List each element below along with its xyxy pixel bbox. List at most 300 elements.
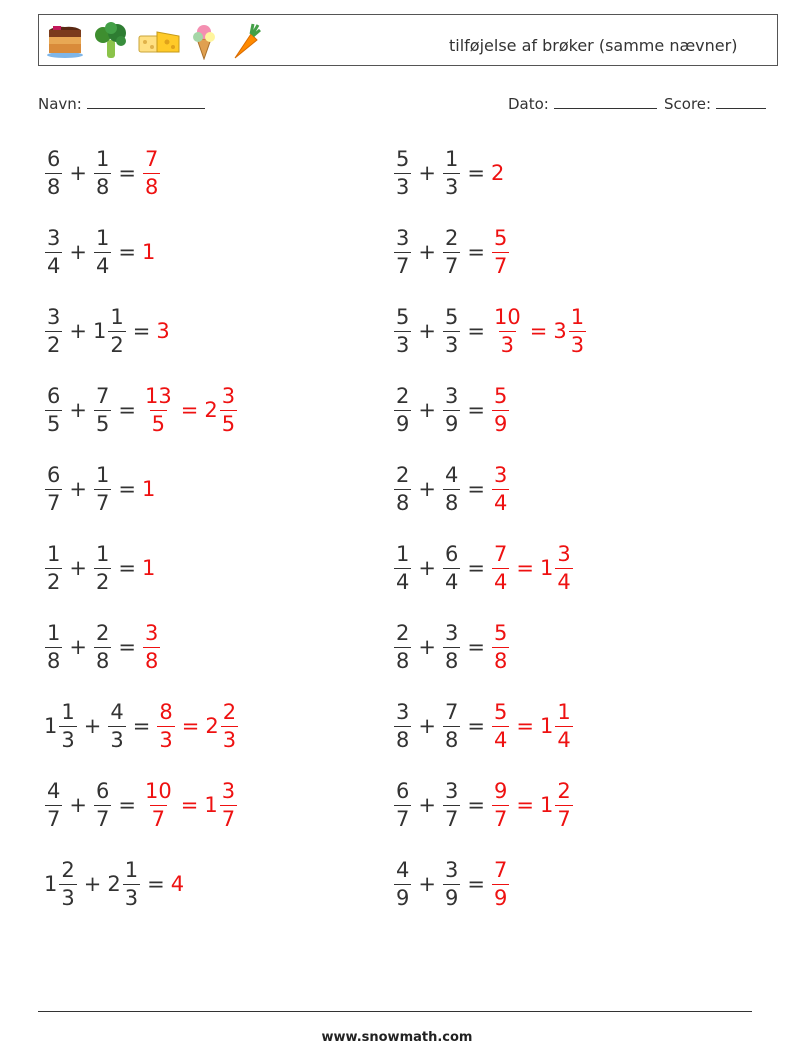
problem-item — [44, 299, 171, 363]
addend-1 — [44, 383, 63, 436]
whole-number: 3 — [553, 319, 567, 343]
fraction — [394, 778, 411, 831]
whole-number: 1 — [539, 714, 554, 738]
fraction — [443, 225, 460, 278]
numerator: 10 — [144, 778, 172, 803]
fraction — [59, 699, 76, 752]
answer — [491, 383, 510, 436]
addend-2 — [442, 699, 461, 752]
answer — [491, 541, 574, 594]
answer — [156, 319, 170, 343]
numerator: 3 — [221, 383, 236, 408]
numerator: 4 — [47, 778, 61, 803]
denominator: 3 — [124, 885, 139, 910]
numerator: 3 — [557, 541, 571, 566]
denominator: 9 — [444, 411, 459, 436]
score-label: Score: — [664, 95, 712, 113]
addend-1 — [44, 778, 63, 831]
problem-item — [44, 694, 239, 758]
fraction — [94, 778, 111, 831]
denominator: 7 — [47, 806, 61, 831]
numerator: 6 — [444, 541, 459, 566]
equals-sign: = — [516, 793, 534, 817]
numerator: 3 — [444, 857, 459, 882]
equals-sign: = — [180, 793, 199, 817]
fraction — [492, 541, 509, 594]
fraction — [94, 541, 111, 594]
answer — [142, 778, 238, 831]
fraction — [443, 462, 460, 515]
denominator: 9 — [444, 885, 459, 910]
denominator: 7 — [47, 490, 61, 515]
numerator: 1 — [47, 541, 61, 566]
numerator: 1 — [95, 225, 110, 250]
answer — [491, 699, 574, 752]
addend-2 — [442, 620, 461, 673]
date-field — [508, 94, 657, 113]
answer-term — [539, 541, 574, 594]
denominator: 3 — [570, 332, 585, 357]
answer — [491, 857, 510, 910]
fraction — [45, 304, 62, 357]
fraction — [220, 383, 237, 436]
addend-1 — [393, 857, 412, 910]
addend-1 — [44, 304, 63, 357]
answer-term — [491, 225, 510, 278]
problem-item — [393, 457, 510, 521]
fraction — [394, 541, 411, 594]
addend-2 — [93, 462, 112, 515]
answer-term — [553, 304, 587, 357]
fraction — [443, 304, 460, 357]
plus-sign: + — [418, 398, 436, 422]
equals-sign: = — [118, 161, 136, 185]
addend-2 — [442, 304, 461, 357]
problem-item — [393, 141, 505, 205]
numerator: 1 — [95, 462, 110, 487]
denominator: 4 — [396, 569, 410, 594]
name-label: Navn: — [38, 95, 82, 113]
numerator: 1 — [124, 857, 139, 882]
footer-url: www.snowmath.com — [321, 1030, 473, 1045]
equals-sign: = — [180, 398, 199, 422]
addend-1 — [393, 146, 412, 199]
answer — [491, 225, 510, 278]
problem-item — [44, 141, 161, 205]
problem-item — [44, 457, 156, 521]
equals-sign: = — [467, 872, 485, 896]
equals-sign: = — [132, 714, 151, 738]
carrot-icon — [231, 22, 261, 60]
score-blank[interactable] — [716, 94, 766, 109]
addend-2 — [442, 541, 461, 594]
denominator: 3 — [159, 727, 173, 752]
addend-2 — [107, 699, 126, 752]
numerator: 6 — [47, 383, 61, 408]
numerator: 3 — [444, 383, 459, 408]
addend-1 — [44, 699, 78, 752]
addend-2 — [442, 383, 461, 436]
addend-1 — [393, 699, 412, 752]
plus-sign: + — [69, 556, 87, 580]
name-blank[interactable] — [87, 94, 205, 109]
fraction — [394, 383, 411, 436]
addend-1 — [393, 225, 412, 278]
numerator: 3 — [47, 225, 61, 250]
fraction — [94, 146, 111, 199]
answer-term — [539, 699, 574, 752]
answer-term — [491, 778, 510, 831]
denominator: 4 — [493, 569, 508, 594]
answer-term — [491, 620, 510, 673]
numerator: 2 — [396, 620, 410, 645]
answer — [156, 699, 239, 752]
denominator: 3 — [61, 727, 75, 752]
denominator: 5 — [47, 411, 61, 436]
fraction — [143, 778, 174, 831]
fraction — [394, 225, 411, 278]
equals-sign: = — [118, 398, 136, 422]
whole-number: 1 — [141, 477, 156, 501]
numerator: 8 — [159, 699, 173, 724]
answer-term — [142, 383, 175, 436]
fraction — [394, 304, 411, 357]
equals-sign: = — [118, 793, 136, 817]
denominator: 8 — [144, 648, 159, 673]
denominator: 4 — [444, 569, 459, 594]
answer-term — [491, 541, 510, 594]
denominator: 8 — [444, 490, 459, 515]
answer — [142, 240, 156, 264]
plus-sign: + — [83, 872, 102, 896]
denominator: 9 — [396, 411, 410, 436]
plus-sign: + — [69, 161, 87, 185]
addend-1 — [44, 857, 78, 910]
equals-sign: = — [118, 240, 136, 264]
numerator: 13 — [144, 383, 172, 408]
numerator: 6 — [95, 778, 110, 803]
fraction — [443, 699, 460, 752]
numerator: 1 — [570, 304, 585, 329]
addend-2 — [93, 778, 112, 831]
problem-item — [393, 299, 587, 363]
problem-item — [393, 536, 574, 600]
numerator: 3 — [493, 462, 508, 487]
whole-number: 2 — [107, 872, 121, 896]
denominator: 8 — [396, 490, 410, 515]
denominator: 8 — [144, 174, 159, 199]
addend-2 — [442, 778, 461, 831]
numerator: 9 — [493, 778, 508, 803]
whole-number: 1 — [141, 556, 156, 580]
addend-2 — [93, 541, 112, 594]
numerator: 5 — [493, 699, 508, 724]
answer-term — [491, 304, 524, 357]
problem-item — [44, 378, 238, 442]
denominator: 7 — [95, 490, 110, 515]
fraction — [394, 857, 411, 910]
fraction — [94, 462, 111, 515]
addend-1 — [44, 146, 63, 199]
denominator: 7 — [95, 806, 110, 831]
equals-sign: = — [118, 635, 136, 659]
answer — [171, 872, 185, 896]
fraction — [443, 778, 460, 831]
denominator: 7 — [493, 253, 508, 278]
addend-1 — [393, 383, 412, 436]
denominator: 5 — [151, 411, 166, 436]
denominator: 8 — [444, 727, 459, 752]
plus-sign: + — [69, 319, 87, 343]
denominator: 7 — [396, 806, 410, 831]
fraction — [45, 225, 62, 278]
fraction — [94, 620, 111, 673]
answer-term — [204, 383, 238, 436]
problem-item — [44, 852, 185, 916]
answer-term — [156, 699, 175, 752]
broccoli-icon — [93, 22, 129, 60]
denominator: 7 — [557, 806, 571, 831]
numerator: 1 — [444, 146, 459, 171]
answer — [142, 383, 238, 436]
whole-number: 2 — [204, 398, 218, 422]
denominator: 2 — [47, 569, 61, 594]
denominator: 9 — [493, 411, 508, 436]
addend-2 — [93, 620, 112, 673]
addend-2 — [442, 225, 461, 278]
cake-icon — [45, 22, 85, 60]
answer-term — [142, 620, 161, 673]
answer — [142, 620, 161, 673]
numerator: 1 — [396, 541, 410, 566]
denominator: 8 — [95, 648, 110, 673]
plus-sign: + — [69, 793, 87, 817]
addend-1 — [44, 462, 63, 515]
problem-item — [393, 852, 510, 916]
fraction — [443, 383, 460, 436]
numerator: 7 — [493, 857, 508, 882]
plus-sign: + — [83, 714, 102, 738]
denominator: 2 — [47, 332, 61, 357]
numerator: 3 — [444, 778, 459, 803]
numerator: 3 — [221, 778, 236, 803]
fraction — [555, 541, 572, 594]
answer — [491, 462, 510, 515]
answer-term — [491, 857, 510, 910]
equals-sign: = — [529, 319, 548, 343]
name-field — [38, 94, 205, 113]
whole-number: 4 — [170, 872, 185, 896]
numerator: 3 — [396, 699, 410, 724]
fraction — [492, 383, 509, 436]
denominator: 7 — [151, 806, 166, 831]
denominator: 2 — [95, 569, 110, 594]
numerator: 1 — [110, 304, 124, 329]
numerator: 5 — [396, 146, 410, 171]
plus-sign: + — [418, 161, 436, 185]
answer-term — [491, 699, 510, 752]
denominator: 4 — [493, 490, 508, 515]
fraction — [143, 383, 174, 436]
numerator: 7 — [144, 146, 159, 171]
numerator: 7 — [493, 541, 508, 566]
fraction — [394, 146, 411, 199]
denominator: 9 — [493, 885, 508, 910]
answer-term — [491, 383, 510, 436]
numerator: 2 — [396, 383, 410, 408]
answer — [491, 161, 505, 185]
answer-term — [156, 319, 170, 343]
denominator: 8 — [396, 727, 410, 752]
equals-sign: = — [467, 240, 485, 264]
plus-sign: + — [418, 477, 436, 501]
denominator: 3 — [396, 332, 410, 357]
denominator: 4 — [557, 727, 571, 752]
answer — [142, 146, 161, 199]
answer-term — [539, 778, 574, 831]
equals-sign: = — [118, 556, 136, 580]
date-blank[interactable] — [554, 94, 657, 109]
addend-2 — [442, 146, 461, 199]
fraction — [492, 620, 509, 673]
answer-term — [491, 462, 510, 515]
fraction — [443, 146, 460, 199]
numerator: 6 — [47, 146, 61, 171]
denominator: 3 — [110, 727, 124, 752]
addend-1 — [393, 778, 412, 831]
equals-sign: = — [467, 635, 485, 659]
answer-term — [142, 240, 156, 264]
fraction — [394, 620, 411, 673]
fraction — [221, 699, 238, 752]
problem-item — [44, 220, 156, 284]
equals-sign: = — [516, 556, 534, 580]
numerator: 1 — [95, 146, 110, 171]
denominator: 4 — [557, 569, 571, 594]
answer-term — [204, 778, 238, 831]
problem-item — [393, 615, 510, 679]
fraction — [220, 778, 237, 831]
answer — [142, 477, 156, 501]
fraction — [492, 462, 509, 515]
numerator: 4 — [444, 462, 459, 487]
fraction — [45, 541, 62, 594]
problem-item — [44, 536, 156, 600]
denominator: 3 — [444, 174, 459, 199]
plus-sign: + — [69, 635, 87, 659]
fraction — [569, 304, 586, 357]
equals-sign: = — [181, 714, 200, 738]
whole-number: 2 — [490, 161, 505, 185]
answer-term — [491, 161, 505, 185]
fraction — [443, 620, 460, 673]
addend-1 — [393, 620, 412, 673]
addend-2 — [442, 857, 461, 910]
denominator: 4 — [95, 253, 110, 278]
footer-divider — [38, 1011, 752, 1012]
plus-sign: + — [69, 240, 87, 264]
equals-sign: = — [467, 714, 485, 738]
numerator: 1 — [557, 699, 571, 724]
denominator: 9 — [396, 885, 410, 910]
denominator: 7 — [444, 806, 459, 831]
answer — [142, 556, 156, 580]
addend-1 — [44, 225, 63, 278]
numerator: 5 — [493, 225, 508, 250]
numerator: 1 — [95, 541, 110, 566]
numerator: 6 — [396, 778, 410, 803]
fraction — [555, 699, 572, 752]
fraction — [45, 620, 62, 673]
equals-sign: = — [467, 477, 485, 501]
numerator: 5 — [493, 620, 508, 645]
denominator: 8 — [95, 174, 110, 199]
fraction — [108, 699, 125, 752]
denominator: 8 — [493, 648, 508, 673]
addend-1 — [393, 304, 412, 357]
equals-sign: = — [467, 556, 485, 580]
equals-sign: = — [118, 477, 136, 501]
numerator: 1 — [61, 699, 75, 724]
answer — [491, 778, 574, 831]
fraction — [94, 225, 111, 278]
denominator: 8 — [396, 648, 410, 673]
fraction — [45, 383, 62, 436]
denominator: 3 — [61, 885, 75, 910]
numerator: 2 — [557, 778, 571, 803]
problem-item — [393, 378, 510, 442]
whole-number: 1 — [539, 556, 554, 580]
addend-2 — [92, 304, 127, 357]
answer-term — [171, 872, 185, 896]
problem-item — [393, 773, 574, 837]
fraction — [394, 699, 411, 752]
problem-item — [44, 615, 161, 679]
denominator: 5 — [95, 411, 110, 436]
fraction — [143, 620, 160, 673]
denominator: 7 — [444, 253, 459, 278]
fraction — [492, 304, 523, 357]
numerator: 2 — [396, 462, 410, 487]
denominator: 3 — [500, 332, 515, 357]
equals-sign: = — [132, 319, 151, 343]
denominator: 4 — [493, 727, 508, 752]
problem-item — [44, 773, 238, 837]
denominator: 8 — [444, 648, 459, 673]
numerator: 10 — [493, 304, 521, 329]
whole-number: 3 — [156, 319, 170, 343]
answer-term — [142, 778, 175, 831]
whole-number: 1 — [44, 872, 58, 896]
addend-1 — [44, 541, 63, 594]
fraction — [492, 857, 509, 910]
fraction — [492, 225, 509, 278]
problem-item — [393, 220, 510, 284]
fraction — [492, 778, 509, 831]
denominator: 2 — [110, 332, 124, 357]
plus-sign: + — [69, 477, 87, 501]
equals-sign: = — [467, 161, 485, 185]
addend-1 — [393, 541, 412, 594]
plus-sign: + — [418, 635, 436, 659]
numerator: 2 — [95, 620, 110, 645]
fraction — [143, 146, 160, 199]
fraction — [45, 778, 62, 831]
answer-term — [142, 556, 156, 580]
fraction — [394, 462, 411, 515]
denominator: 5 — [221, 411, 236, 436]
problem-item — [393, 694, 574, 758]
